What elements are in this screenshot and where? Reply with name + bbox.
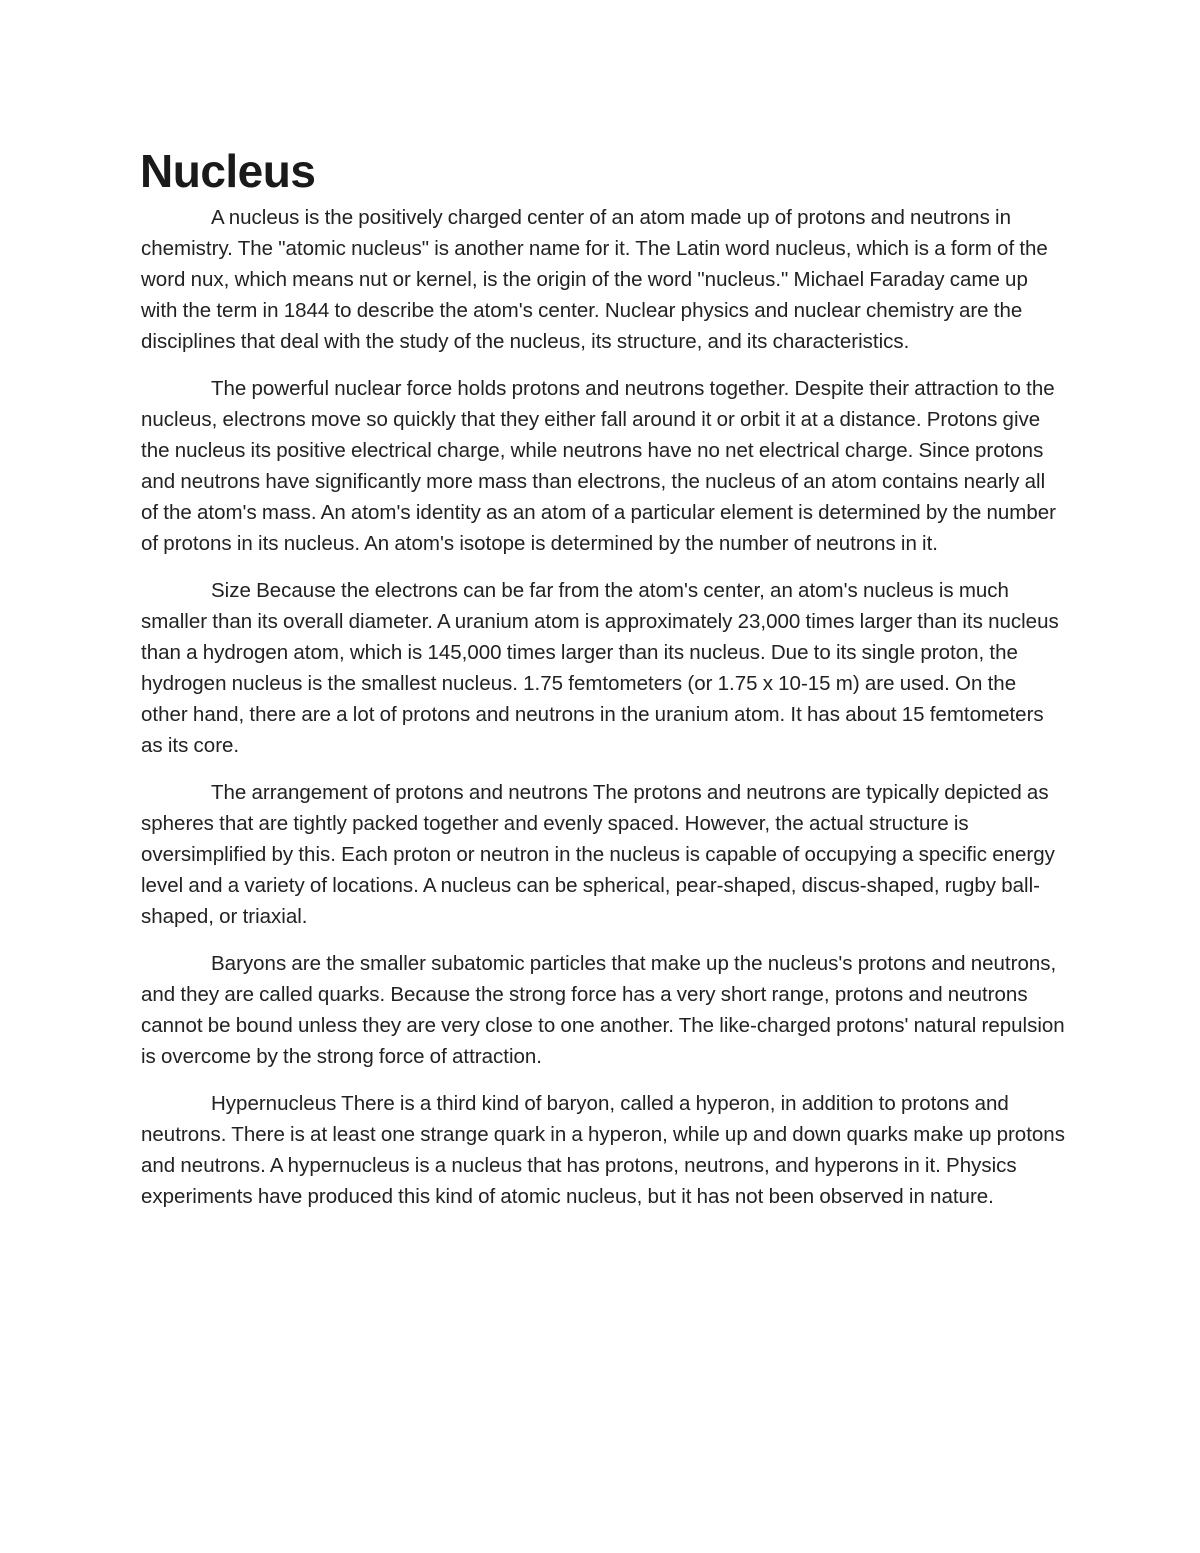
- paragraph-definition: A nucleus is the positively charged center of an atom made up of protons and neutrons in chemistry. The "atomic nucleus" is another name for it. The Latin word nucleus, which is a form of the word nux, which means nut or kernel, is the origin of the word "nucleus." Michael Faraday came up with the term in 1844 to describe the atom's center. Nuclear physics and nuclear chemistry are the disciplines that deal with the study of the nucleus, its structure, and its characteristics.: [141, 206, 1048, 353]
- paragraph-nuclear-force: The powerful nuclear force holds protons and neutrons together. Despite their attraction to the nucleus, electrons move so quickly that they either fall around it or orbit it at a distance. Protons give the nucleus its positive electrical charge, while neutrons have no net electrical charge. Since protons and neutrons have significantly more mass than electrons, the nucleus of an atom contains nearly all of the atom's mass. An atom's identity as an atom of a particular element is determined by the number of protons in its nucleus. An atom's isotope is determined by the number of neutrons in it.: [141, 377, 1056, 555]
- paragraph-baryons: Baryons are the smaller subatomic particles that make up the nucleus's protons and neutrons, and they are called quarks. Because the strong force has a very short range, protons and neutrons cannot be bound unless they are very close to one another. The like-charged protons' natural repulsion is overcome by the strong force of attraction.: [141, 952, 1065, 1068]
- paragraph-arrangement: The arrangement of protons and neutrons The protons and neutrons are typically depicted as spheres that are tightly packed together and evenly spaced. However, the actual structure is oversimplified by this. Each proton or neutron in the nucleus is capable of occupying a specific energy level and a variety of locations. A nucleus can be spherical, pear-shaped, discus-shaped, rugby ball-shaped, or triaxial.: [141, 781, 1055, 928]
- paragraph-size: Size Because the electrons can be far from the atom's center, an atom's nucleus is much smaller than its overall diameter. A uranium atom is approximately 23,000 times larger than its nucleus than a hydrogen atom, which is 145,000 times larger than its nucleus. Due to its single proton, the hydrogen nucleus is the smallest nucleus. 1.75 femtometers (or 1.75 x 10-15 m) are used. On the other hand, there are a lot of protons and neutrons in the uranium atom. It has about 15 femtometers as its core.: [141, 579, 1059, 757]
- document-page: [141, 140, 1066, 1228]
- paragraph-hypernucleus: Hypernucleus There is a third kind of baryon, called a hyperon, in addition to protons and neutrons. There is at least one strange quark in a hyperon, while up and down quarks make up protons and neutrons. A hypernucleus is a nucleus that has protons, neutrons, and hyperons in it. Physics experiments have produced this kind of atomic nucleus, but it has not been observed in nature.: [141, 1092, 1065, 1208]
- document-title: Nucleus: [140, 145, 316, 197]
